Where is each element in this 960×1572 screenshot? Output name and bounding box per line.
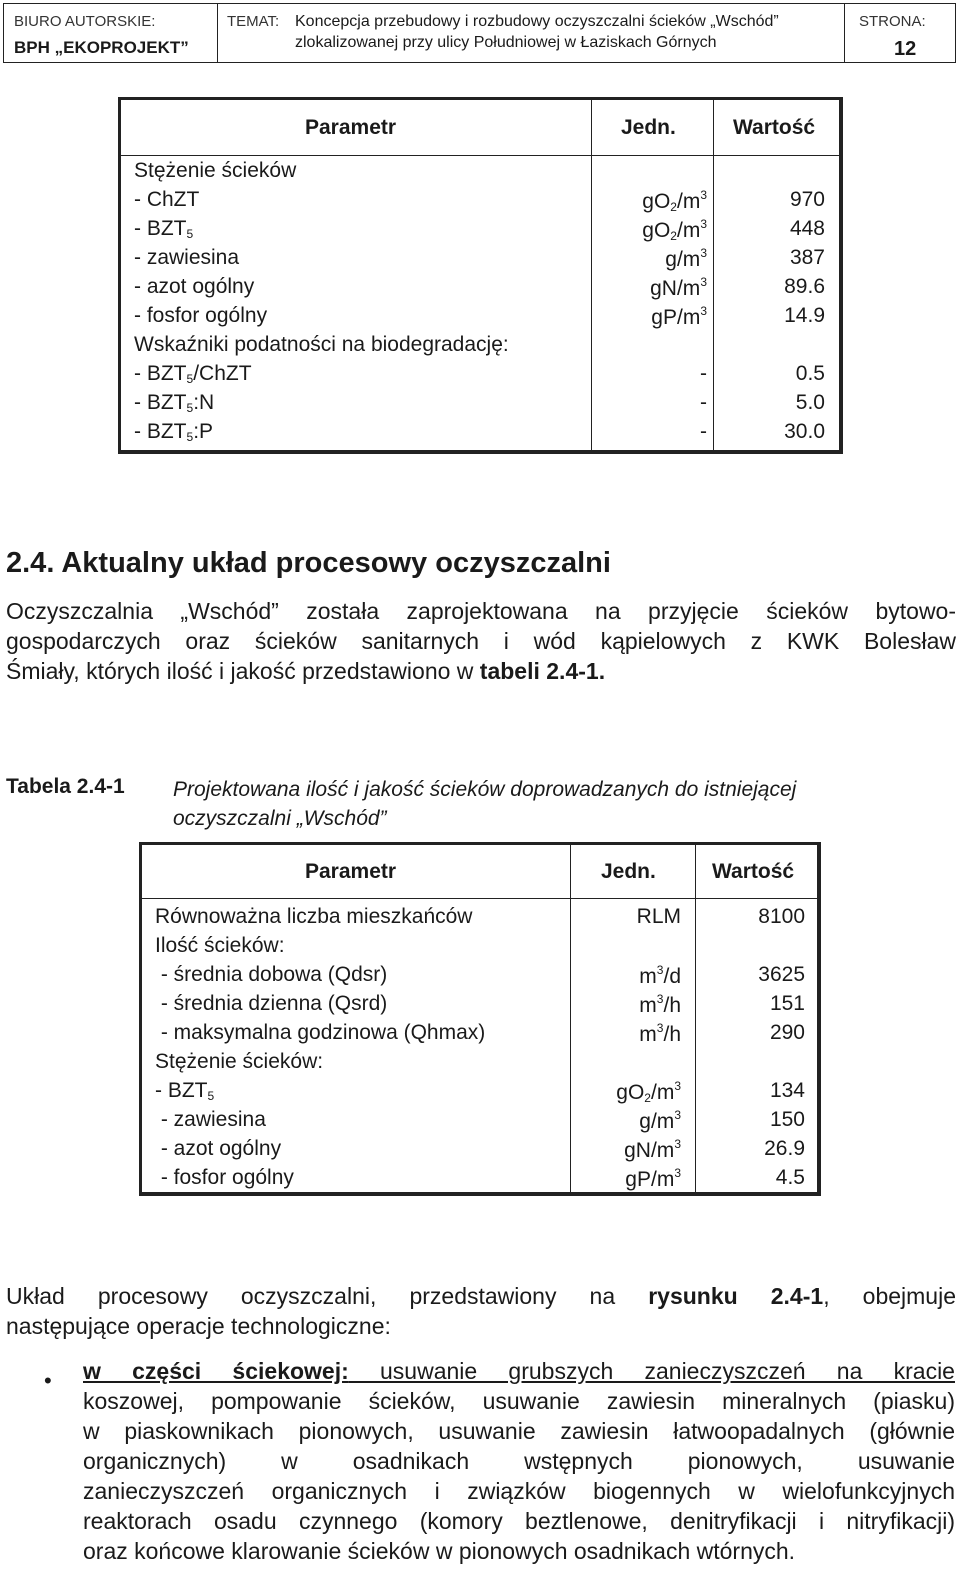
row-value: 290 — [769, 1021, 805, 1044]
row-unit: $gO_2/m^3$ — [616, 1079, 681, 1105]
row-param: - fosfor ogólny — [134, 304, 268, 327]
table-caption — [173, 775, 796, 833]
row-value: 0.5 — [795, 362, 825, 385]
topic-cell — [217, 4, 845, 62]
paragraph-line: Śmiały, których ilość i jakość przedstawiono w tabeli 2.4-1. — [6, 658, 606, 684]
header-wartosc: Wartość — [712, 860, 795, 883]
author-name: BPH „EKOPROJEKT” — [14, 38, 189, 57]
table-row — [142, 1079, 817, 1108]
page-label: STRONA: — [859, 13, 926, 30]
row-unit: $gN/m^3$ — [650, 275, 707, 300]
row-value: 4.5 — [775, 1166, 805, 1189]
row-unit: - — [700, 391, 707, 414]
topic-label: TEMAT: — [227, 13, 280, 30]
header-parametr: Parametr — [305, 860, 397, 883]
row-param: - azot ogólny — [155, 1137, 282, 1160]
table-row — [142, 992, 817, 1021]
row-param: - średnia dobowa (Qdsr) — [155, 963, 388, 986]
paragraph-line: gospodarczych oraz ścieków sanitarnych i wód kąpielowych z KWK Bolesław — [6, 628, 956, 654]
table-row — [121, 362, 839, 391]
table-row — [142, 1108, 817, 1137]
figure-reference: rysunku 2.4-1 — [648, 1283, 824, 1309]
row-param: - średnia dzienna (Qsrd) — [155, 992, 388, 1015]
table-row — [142, 963, 817, 992]
row-param: - ChZT — [134, 188, 200, 211]
concentration-table — [118, 97, 843, 454]
row-unit: - — [700, 362, 707, 385]
row-unit: $m^3/d$ — [639, 963, 681, 988]
row-param: - $BZT_5:N$ — [134, 391, 215, 415]
row-param: Stężenie ścieków — [134, 159, 297, 182]
row-value: 26.9 — [764, 1137, 805, 1160]
bullet-line: w części ściekowej: usuwanie grubszych zanieczyszczeń na kracie — [83, 1358, 955, 1384]
caption-line: Projektowana ilość i jakość ścieków doprowadzanych do istniejącej — [173, 778, 797, 801]
row-param: Równoważna liczba mieszkańców — [155, 905, 473, 928]
row-value: 387 — [789, 246, 825, 269]
table-row — [142, 934, 817, 963]
row-unit: RLM — [636, 905, 681, 928]
row-param: - $BZT_5:P$ — [134, 420, 214, 444]
page-cell — [844, 4, 955, 62]
row-unit: - — [700, 420, 707, 443]
row-param: Wskaźniki podatności na biodegradację: — [134, 333, 509, 356]
row-value: 448 — [789, 217, 825, 240]
bullet-line: w piaskownikach pionowych, usuwanie zawiesin łatwoopadalnych (głównie — [83, 1418, 955, 1444]
row-param: - azot ogólny — [134, 275, 255, 298]
row-value: 89.6 — [784, 275, 825, 298]
table-row — [121, 391, 839, 420]
row-param: - $BZT_5$ — [134, 217, 194, 241]
section-heading: 2.4. Aktualny układ procesowy oczyszczalni — [6, 547, 611, 579]
row-unit: $gP/m^3$ — [651, 304, 707, 329]
row-unit: $m^3/h$ — [639, 1021, 681, 1046]
table-row — [121, 304, 839, 333]
table-row — [121, 188, 839, 217]
row-unit: $g/m^3$ — [665, 246, 707, 271]
row-unit: $g/m^3$ — [639, 1108, 681, 1133]
topic-line-1: Koncepcja przebudowy i rozbudowy oczyszczalni ścieków „Wschód” — [295, 13, 779, 30]
table-row — [121, 246, 839, 275]
row-value: 8100 — [758, 905, 805, 928]
table-row — [121, 333, 839, 362]
row-param: - fosfor ogólny — [155, 1166, 294, 1189]
header-parametr: Parametr — [305, 116, 397, 139]
bullet-line: koszowej, pompowanie ścieków, usuwanie zawiesin mineralnych (piasku) — [83, 1388, 955, 1414]
row-param: Stężenie ścieków: — [155, 1050, 324, 1073]
header-divider — [121, 155, 839, 156]
caption-line: oczyszczalni „Wschód” — [173, 807, 387, 830]
paragraph-line: Oczyszczalnia „Wschód” została zaprojektowana na przyjęcie ścieków bytowo- — [6, 598, 956, 624]
row-value: 150 — [769, 1108, 805, 1131]
row-value: 30.0 — [784, 420, 825, 443]
bullet-line: oraz końcowe klarowanie ścieków w pionowych osadnikach wtórnych. — [83, 1538, 796, 1564]
bullet-marker: • — [44, 1368, 52, 1393]
row-unit: $gO_2/m^3$ — [642, 188, 707, 214]
row-unit: $m^3/h$ — [639, 992, 681, 1017]
table-row — [142, 1021, 817, 1050]
table-row — [142, 1166, 817, 1195]
paragraph-line: następujące operacje technologiczne: — [6, 1313, 391, 1339]
row-param: - zawiesina — [134, 246, 240, 269]
row-unit: $gN/m^3$ — [624, 1137, 681, 1162]
row-value: 14.9 — [784, 304, 825, 327]
table-row — [121, 217, 839, 246]
row-value: 134 — [769, 1079, 805, 1102]
table-row — [142, 905, 817, 934]
row-value: 5.0 — [795, 391, 825, 414]
row-param: - maksymalna godzinowa (Qhmax) — [155, 1021, 486, 1044]
paragraph-line: Układ procesowy oczyszczalni, przedstawiony na rysunku 2.4-1, obejmuje — [6, 1283, 956, 1309]
bullet-line: zanieczyszczeń organicznych i związków biogennych w wielofunkcyjnych — [83, 1478, 955, 1504]
header-divider — [142, 898, 817, 899]
item-title: w części ściekowej: — [83, 1358, 349, 1384]
table-row — [142, 1137, 817, 1166]
table-row — [121, 159, 839, 188]
row-value: 970 — [789, 188, 825, 211]
row-param: Ilość ścieków: — [155, 934, 285, 957]
section-paragraph — [6, 596, 956, 686]
table-row — [142, 1050, 817, 1079]
table-row — [121, 420, 839, 449]
row-unit: $gO_2/m^3$ — [642, 217, 707, 243]
row-value: 3625 — [758, 963, 805, 986]
table-row — [121, 275, 839, 304]
row-param: - $BZT_5$ — [155, 1079, 215, 1103]
bullet-item — [83, 1356, 955, 1566]
table-reference: tabeli 2.4-1 — [479, 658, 599, 684]
row-value: 151 — [769, 992, 805, 1015]
table-caption-number: Tabela 2.4-1 — [6, 775, 125, 798]
design-flow-table — [139, 842, 821, 1196]
row-param: - $BZT_5$/ChZT — [134, 362, 252, 386]
row-param: - zawiesina — [155, 1108, 266, 1131]
process-paragraph — [6, 1281, 956, 1341]
header-jedn: Jedn. — [601, 860, 656, 883]
author-label: BIURO AUTORSKIE: — [14, 13, 156, 30]
row-unit: $gP/m^3$ — [625, 1166, 681, 1191]
header-jedn: Jedn. — [621, 116, 676, 139]
topic-line-2: zlokalizowanej przy ulicy Południowej w Łaziskach Górnych — [295, 34, 717, 51]
document-header — [3, 3, 956, 63]
bullet-line: reaktorach osadu czynnego (komory beztlenowe, denitryfikacji i nitryfikacji) — [83, 1508, 955, 1534]
author-cell — [4, 4, 218, 62]
bullet-line: organicznych) w osadnikach wstępnych pionowych, usuwanie — [83, 1448, 955, 1474]
page-number: 12 — [894, 38, 917, 60]
header-wartosc: Wartość — [733, 116, 816, 139]
